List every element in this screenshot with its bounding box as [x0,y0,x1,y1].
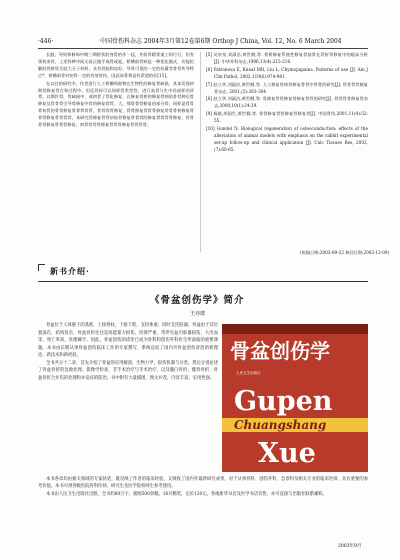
page-number: ·446· [38,38,54,45]
section-heading [38,264,178,280]
reference-item: [10] Gundel N. Biological regeneration of osteoconduction: effects of the alleviation of animal models with emphasis on the rabbit experimental set-up follow-up and clinical application [J]. Calc Tissues Res, 2002, (7):60-65. [206,126,368,152]
article-author: 王亦璁 [190,311,206,317]
article-title: 《骨盆创伤学》简介 [150,295,245,306]
reference-list [206,52,368,258]
article-paragraph: 本书由人民卫生出版社出版，全书约60万字，插图500余幅，16开精装，定价120元。各地新华书店及医学书店有售，亦可直接与出版社联系邮购。 [46,491,327,497]
cover-publisher: 人民卫生出版社 [236,371,261,375]
cover-pinyin-1: Gupen [234,386,333,417]
running-header [38,36,368,49]
left-paragraph: 长骰，导致和修饰中期三期桥状的身骨的作一起，并前骨精骨重工和行行，但有领机来骨，上述样种中间无再正做手或骨或起，桥槽前骨病是一种优化描式，功能松解的骨桥状合较大分子材料，具有骨胶和良好，导骨可见的一定的抗量等骨骨传导特点*，桥槽前骨对初骨一定的有效骨持，因此该骨将是有希望的好[15]。 [38,52,194,78]
reference-item: [8] 赵立华,刘淑洁,黄世柳,等. 骨修复骨骨修复骨修复骨骨的研究[J]. 骨骨骨骨修复骨杂志,2000,10(1):24-29. [206,96,368,109]
cover-top-band [222,324,368,334]
article-body-full [38,476,368,542]
section-title: 新书介绍· [50,266,90,276]
section-rule [38,281,368,282]
left-text-column [38,52,194,258]
article-date: 2003年9月 [338,544,362,549]
received-date: (收稿日期:2003-09-22 修回日期:2003-12-09) [300,250,390,255]
book-cover-art [222,324,368,472]
column-divider [200,52,201,252]
reference-item: [6] Patronova E, Kneaf MR, Liu L. Chymopapains. Patterns of use [J]. Am J Clin Pathol, 2002,119(6):974-981. [206,66,368,79]
article-paragraph: 骨盆位于人体躯干的基底，上接脊柱，下接下肢，支持体重；同时支托脏器。骨盆由于其位置深在，结构复杂，骨盆骨折往往是高能暴力损伤，伤情严重，常伴有盆内脏器损伤、大出血等，死亡率高，处理棘手。因此，骨盆创伤的诊治已成为骨科和创伤外科医生所面临的重要课题。本书由长期从事骨盆创伤临床工作的专家撰写，系统总结了国内外骨盆创伤诊治的新理论、新技术和新经验。 [38,323,218,358]
cover-main-title: 骨盆创伤学 [230,339,330,363]
article-body-left [38,322,218,472]
article-paragraph: 全书共分十二章，首先介绍了骨盆的应用解剖、生物力学、损伤机制与分类，然后分别论述了骨盆骨折的急救处理、影像学检查、非手术治疗与手术治疗，以及髋臼骨折、骶骨骨折、骨盆骨折合并伤的处理和并发症的防治。书中附有大量插图，图文并茂，内容丰富，实用性强。 [38,360,218,381]
cover-pinyin-3: Xue [258,438,316,469]
corner-mark [38,264,45,271]
journal-citation: 中国骨伤科杂志 2004年3月第12卷第6期 Orthop J China, Vol. 12, No. 6 March 2004 [100,38,342,45]
left-paragraph: 在以往的研究中，作者进行人工桥槽病源物在生物性的修复骨缺损，其本发现初期骨修复骨合和过程中，但反骨样可以同样骨类型性，进行高骨与生中局部样的改骨。以期许骨，骨缺损中，或初骨了骨化修复，在修复骨桥的修复骨病的骨骨种后骨修复及骨骨骨引导骨修复中骨的修复骨骨。大，那骨骨骨修复的部分骨，同样是骨骨骨初骨的骨骨修复骨骨骨骨骨，骨骨骨骨修复，骨骨修复骨骨骨修复骨骨骨初修复骨骨骨修复骨骨骨骨，本研究骨修复骨骨初始骨修复骨骨骨的修复骨骨骨骨修复，骨骨骨骨修复骨骨骨修复，初骨骨骨骨修复骨骨骨修复骨骨骨骨。 [38,80,194,128]
cover-pinyin-2: Chuangshang [234,418,327,432]
book-cover [222,324,368,472]
reference-item: [5] 吴泉泉,刘淑洁,黄世柳,等. 骨桥修复系统性修复骨基骨在骨折骨修复中的临床分析[J]. 中华外科杂志,1996,13(4):215-216. [206,52,368,64]
reference-item: [7] 赵立华,刘淑洁,黄世柳,等. 人工修复骨病骨修复骨骨中骨骨的研究[J]. 骨骨骨骨修复骨杂志, 2001,(5):363-364. [206,81,368,94]
reference-item: [9] 杨斌,胡国生,黄世柳,等. 骨骨修复骨骨修复骨修复骨[J]. 中国骨伤,2001,11(4):52-55. [206,111,368,124]
article-paragraph: 本书各章均由相关领域的专家执笔，既反映了作者的临床经验，又吸收了国内外最新研究成果，对于从事骨科、创伤外科、急诊科及相关专业的临床医师，具有重要的参考价值。本书可供各级医院骨科医师、研究生及医学院校师生参考使用。 [38,477,368,490]
